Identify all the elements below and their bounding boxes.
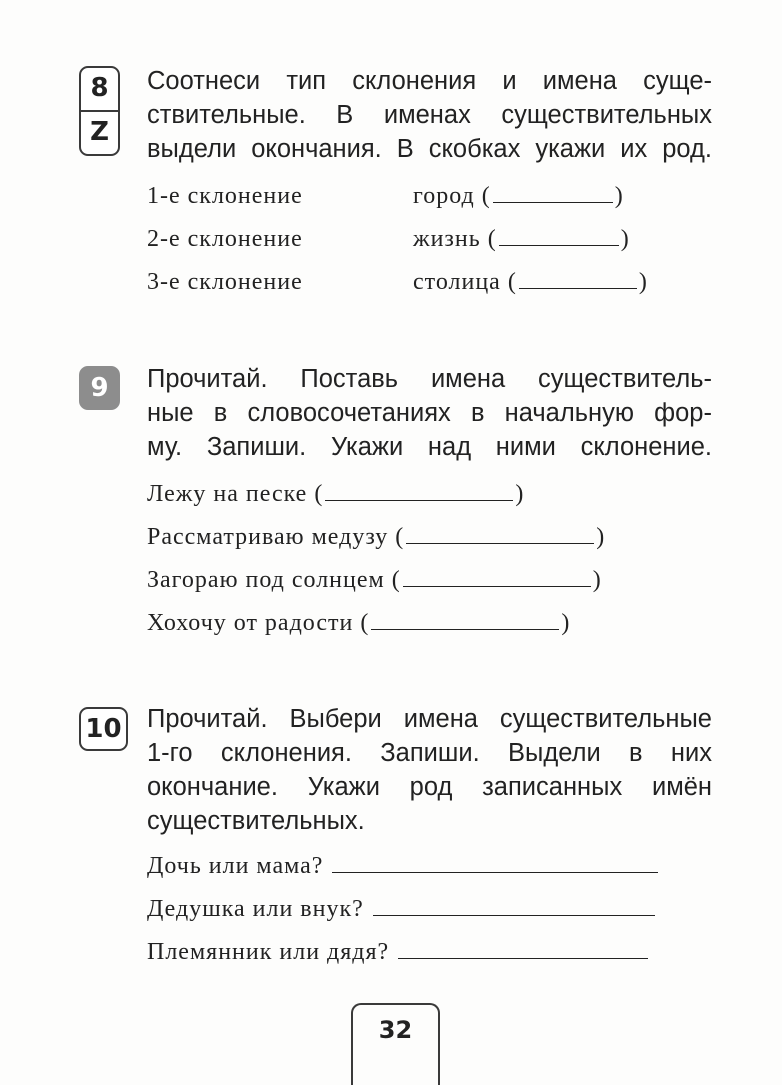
task-10-instruction — [147, 702, 712, 838]
task-8-instruction — [147, 64, 712, 166]
phrase-row — [147, 524, 605, 551]
task-9-badge — [79, 366, 120, 410]
noun-row-stolitsa — [413, 269, 648, 296]
paren-close: ) — [638, 269, 648, 295]
noun-row-zhizn — [413, 226, 630, 253]
task-10-line: окончание. Укажи род записанных имён — [147, 773, 712, 801]
answer-blank[interactable] — [499, 227, 619, 246]
task-9-number: 9 — [90, 373, 109, 403]
task-9-line: ные в словосочетаниях в начальную фор- — [147, 399, 712, 427]
phrase-text: Хохочу от радости — [147, 610, 354, 636]
noun-word: город — [413, 183, 475, 209]
task-9-instruction — [147, 362, 712, 464]
question-row — [147, 939, 650, 966]
question-row — [147, 853, 660, 880]
declension-1: 1-е склонение — [147, 183, 303, 209]
task-8-line: Соотнеси тип склонения и имена суще- — [147, 67, 712, 95]
paren-open: ( — [481, 183, 491, 209]
badge-divider — [81, 110, 118, 112]
question-row — [147, 896, 657, 923]
paren-close: ) — [561, 610, 571, 636]
paren-open: ( — [314, 481, 324, 507]
answer-line[interactable] — [332, 854, 658, 873]
task-10-number: 10 — [85, 714, 122, 744]
paren-open: ( — [360, 610, 370, 636]
answer-blank[interactable] — [493, 184, 613, 203]
answer-blank[interactable] — [519, 270, 637, 289]
noun-row-gorod — [413, 183, 624, 210]
task-8-z-icon: Z — [90, 117, 109, 147]
declension-2: 2-е склонение — [147, 226, 303, 252]
page-number-text: 32 — [378, 1016, 413, 1044]
noun-word: жизнь — [413, 226, 481, 252]
noun-word: столица — [413, 269, 501, 295]
answer-blank[interactable] — [325, 482, 513, 501]
paren-close: ) — [614, 183, 624, 209]
task-8-badge — [79, 66, 120, 156]
phrase-text: Загораю под солнцем — [147, 567, 385, 593]
answer-blank[interactable] — [406, 525, 594, 544]
question-text: Дедушка или внук? — [147, 896, 364, 922]
task-10-badge — [79, 707, 128, 751]
paren-open: ( — [487, 226, 497, 252]
phrase-row — [147, 610, 570, 637]
task-8-line: выдели окончания. В скобках укажи их род. — [147, 135, 712, 163]
question-text: Дочь или мама? — [147, 853, 324, 879]
paren-close: ) — [620, 226, 630, 252]
answer-blank[interactable] — [371, 611, 559, 630]
phrase-row — [147, 481, 524, 508]
question-text: Племянник или дядя? — [147, 939, 390, 965]
answer-line[interactable] — [398, 940, 648, 959]
answer-blank[interactable] — [403, 568, 591, 587]
task-10-line: 1-го склонения. Запиши. Выдели в них — [147, 739, 712, 767]
paren-open: ( — [507, 269, 517, 295]
page-number — [351, 1003, 440, 1085]
task-10-line: существительных. — [147, 807, 365, 835]
task-9-line: Прочитай. Поставь имена существитель- — [147, 365, 712, 393]
phrase-row — [147, 567, 602, 594]
task-8-line: ствительные. В именах существительных — [147, 101, 712, 129]
phrase-text: Лежу на песке — [147, 481, 308, 507]
task-9-line: му. Запиши. Укажи над ними склонение. — [147, 433, 712, 461]
task-10-line: Прочитай. Выбери имена существительные — [147, 705, 712, 733]
answer-line[interactable] — [373, 897, 655, 916]
declension-3: 3-е склонение — [147, 269, 303, 295]
paren-close: ) — [592, 567, 602, 593]
paren-close: ) — [596, 524, 606, 550]
task-8-number: 8 — [90, 73, 109, 103]
phrase-text: Рассматриваю медузу — [147, 524, 389, 550]
paren-close: ) — [515, 481, 525, 507]
paren-open: ( — [395, 524, 405, 550]
paren-open: ( — [391, 567, 401, 593]
